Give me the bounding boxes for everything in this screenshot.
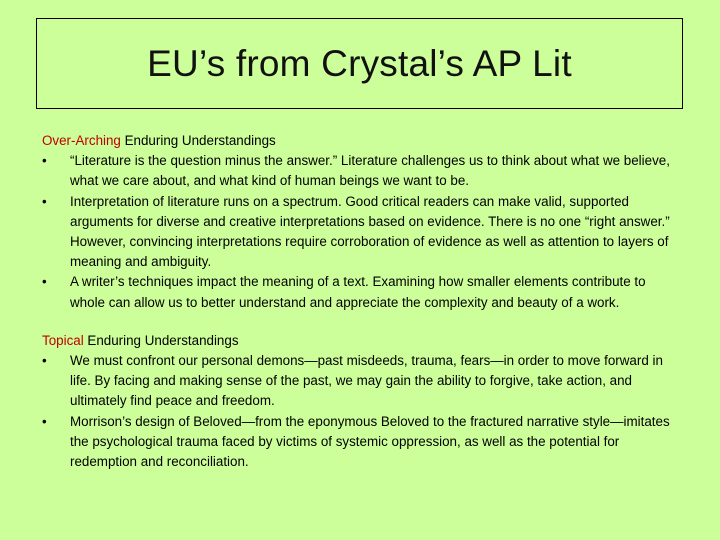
section-heading-rest: Enduring Understandings	[120, 133, 276, 148]
bullet-item	[42, 192, 682, 273]
bullet-list	[42, 151, 682, 313]
slide-title: EU’s from Crystal’s AP Lit	[147, 42, 572, 84]
section-heading	[42, 131, 682, 151]
bullet-icon: •	[42, 193, 47, 209]
section-heading-rest: Enduring Understandings	[83, 332, 239, 348]
title-box	[36, 18, 683, 109]
bullet-text: “Literature is the question minus the answer.” Literature challenges us to think about what we believe, what we care about, and what kind of human beings we want to be.	[70, 153, 670, 189]
bullet-item	[42, 151, 682, 191]
section-overarching	[42, 131, 682, 313]
bullet-item	[42, 272, 682, 312]
section-spacer	[42, 313, 682, 331]
section-heading-accent: Over-Arching	[42, 133, 121, 148]
bullet-icon: •	[42, 353, 47, 369]
bullet-text: Interpretation of literature runs on a spectrum. Good critical readers can make valid, supported arguments for diverse and creative interpretations based on evidence. There is no one “right answer.” However, convincing interpretations require corroboration of evidence as well as attention to layers of meaning and ambiguity.	[70, 193, 670, 270]
bullet-icon: •	[42, 413, 47, 429]
section-heading	[42, 331, 682, 351]
bullet-item	[42, 412, 682, 473]
bullet-icon: •	[42, 274, 47, 290]
bullet-text: Morrison’s design of Beloved—from the eponymous Beloved to the fractured narrative style—imitates the psychological trauma faced by victims of systemic oppression, as well as the potential for redemption and reconciliation.	[70, 413, 670, 470]
bullet-icon: •	[42, 153, 47, 169]
slide-body	[42, 131, 682, 472]
section-heading-accent: Topical	[42, 332, 84, 348]
bullet-list	[42, 351, 682, 472]
bullet-text: A writer’s techniques impact the meaning of a text. Examining how smaller elements contribute to whole can allow us to better understand and appreciate the complexity and beauty of a work.	[70, 274, 646, 310]
bullet-item	[42, 351, 682, 412]
bullet-text: We must confront our personal demons—past misdeeds, trauma, fears—in order to move forward in life. By facing and making sense of the past, we may gain the ability to forgive, take action, and ultimately find peace and freedom.	[70, 353, 663, 409]
section-topical	[42, 331, 682, 472]
